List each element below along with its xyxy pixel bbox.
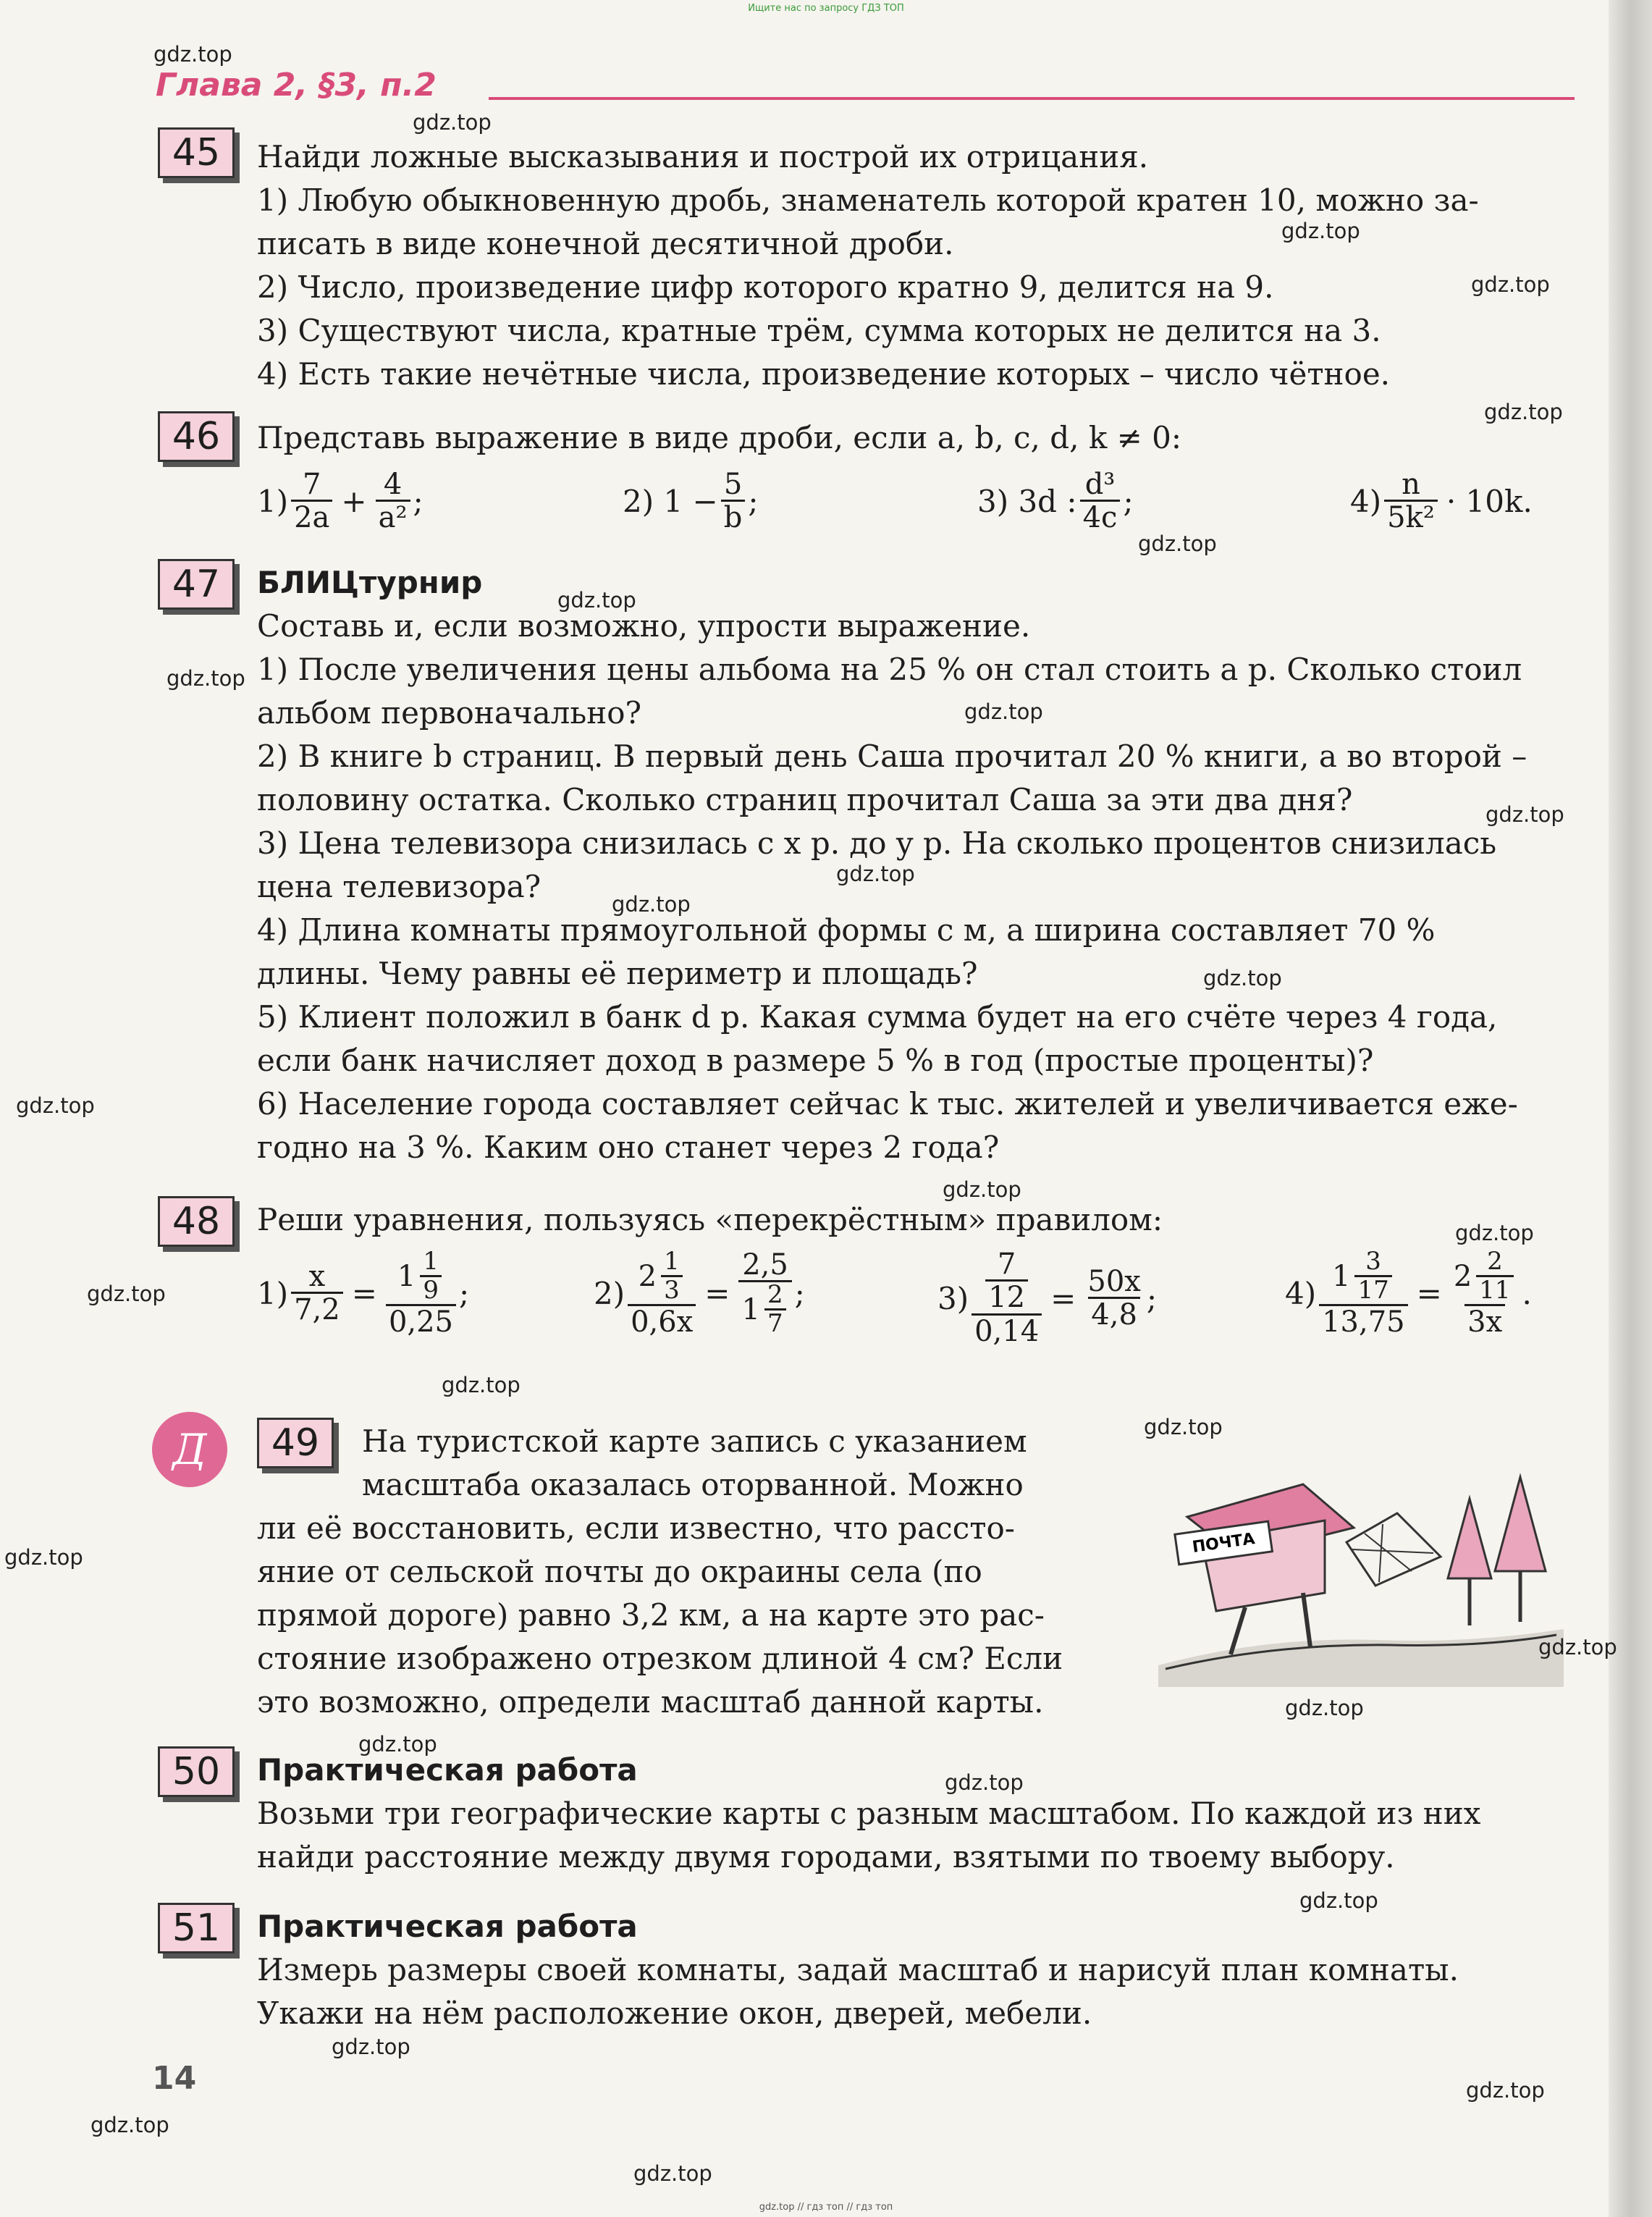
label: 4): [1285, 1276, 1317, 1312]
p47-line-6: цена телевизора?: [257, 869, 541, 904]
mixed-number: [1332, 1249, 1395, 1304]
problem-number-49: 49: [257, 1418, 334, 1468]
problem-number-51: 51: [158, 1903, 235, 1953]
p47-title: БЛИЦтурнир: [257, 565, 483, 600]
denominator: 2a: [291, 500, 332, 534]
denominator: 4c: [1080, 500, 1121, 534]
equals: =: [351, 1276, 377, 1312]
separator: ;: [794, 1276, 805, 1312]
numerator: 3: [1365, 1247, 1381, 1276]
operator: +: [341, 484, 367, 519]
watermark: gdz.top: [167, 666, 245, 691]
numerator: 5: [723, 468, 743, 501]
watermark: gdz.top: [87, 1282, 166, 1306]
p46-i4-label: 4): [1350, 484, 1382, 519]
separator: .: [1522, 1276, 1532, 1312]
mixed-number: [1454, 1249, 1517, 1304]
numerator: [1451, 1249, 1520, 1304]
problem-number-50: 50: [158, 1746, 235, 1797]
book-spine: [1609, 0, 1652, 2217]
watermark: gdz.top: [964, 699, 1043, 724]
p45-line-4: 3) Существуют числа, кратные трём, сумма которых не делится на 3.: [257, 313, 1381, 348]
numerator: 7: [997, 1248, 1016, 1281]
whole-part: 1: [1332, 1260, 1351, 1294]
numerator: x: [308, 1260, 326, 1294]
problem-number-45: 45: [158, 127, 235, 178]
watermark: gdz.top: [1538, 1635, 1617, 1659]
p46-i3-label: 3) 3d :: [977, 484, 1077, 519]
mixed-number: [741, 1282, 788, 1337]
denominator: 13,75: [1319, 1304, 1408, 1338]
numerator: 1: [423, 1247, 439, 1276]
top-note: Ищите нас по запросу ГДЗ ТОП: [748, 3, 904, 14]
fraction: [1319, 1249, 1408, 1338]
house-leg: [1303, 1593, 1310, 1647]
watermark: gdz.top: [153, 42, 232, 67]
p46-expression-3: [977, 469, 1134, 534]
denominator: 0,14: [972, 1313, 1042, 1347]
p49-line-5: стояние изображено отрезком длиной 4 см? Если: [257, 1641, 1063, 1676]
p46-i1-label: 1): [257, 484, 289, 519]
p46-expression-2: [623, 469, 759, 534]
denominator: 4,8: [1088, 1297, 1140, 1331]
numerator: d³: [1084, 468, 1116, 501]
denominator: [738, 1280, 791, 1337]
fraction: [972, 1249, 1042, 1347]
watermark: gdz.top: [1281, 219, 1360, 243]
p45-line-0: Найди ложные высказывания и построй их отрицания.: [257, 139, 1149, 174]
p51-title: Практическая работа: [257, 1909, 638, 1944]
p48-intro: Реши уравнения, пользуясь «перекрёстным» правилом:: [257, 1202, 1163, 1237]
p50-line-0: Возьми три географические карты с разным масштабом. По каждой из них: [257, 1796, 1481, 1831]
problem-number-48: 48: [158, 1196, 235, 1247]
mixed-number: [397, 1249, 444, 1304]
watermark: gdz.top: [836, 862, 915, 886]
denominator: 17: [1354, 1275, 1391, 1304]
fraction: [1451, 1249, 1520, 1338]
numerator: 2: [767, 1280, 783, 1309]
p47-line-8: длины. Чему равны её периметр и площадь?: [257, 956, 978, 991]
p50-line-1: найди расстояние между двумя городами, взятыми по твоему выбору.: [257, 1839, 1395, 1875]
watermark: gdz.top: [4, 1545, 83, 1570]
p47-line-7: 4) Длина комнаты прямоугольной формы c м, а ширина составляет 70 %: [257, 912, 1436, 948]
p49-line-3: яние от сельской почты до окраины села (по: [257, 1554, 982, 1589]
watermark: gdz.top: [1484, 400, 1563, 424]
numerator: 50x: [1087, 1264, 1141, 1298]
fraction: [628, 1249, 696, 1338]
page-number: 14: [152, 2060, 197, 2097]
fraction: [985, 1249, 1028, 1313]
fraction: [1476, 1249, 1513, 1304]
fraction: [1354, 1249, 1391, 1304]
watermark: gdz.top: [1299, 1888, 1378, 1913]
p45-line-1: 1) Любую обыкновенную дробь, знаменатель которой кратен 10, можно за-: [257, 182, 1479, 218]
p49-line-1: масштаба оказалась оторванной. Можно: [362, 1467, 1024, 1502]
numerator: [395, 1249, 447, 1304]
separator: ;: [748, 484, 759, 519]
denominator: b: [721, 500, 746, 534]
whole-part: 1: [397, 1260, 416, 1294]
fraction: [376, 469, 410, 534]
numerator: [979, 1249, 1034, 1313]
fraction: [1084, 1266, 1143, 1331]
problem-number-47: 47: [158, 559, 235, 610]
fraction: [420, 1249, 442, 1304]
p47-line-4: половину остатка. Сколько страниц прочитал Саша за эти два дня?: [257, 782, 1353, 817]
numerator: [636, 1249, 688, 1304]
p51-line-1: Укажи на нём расположение окон, дверей, мебели.: [257, 1995, 1092, 2031]
watermark: gdz.top: [633, 2161, 712, 2186]
equals: =: [704, 1276, 730, 1312]
p45-line-2: писать в виде конечной десятичной дроби.: [257, 226, 954, 261]
mixed-number: [639, 1249, 686, 1304]
numerator: 4: [383, 468, 403, 501]
p47-line-5: 3) Цена телевизора снизилась с x р. до y р. На сколько процентов снизилась: [257, 825, 1497, 861]
watermark: gdz.top: [945, 1770, 1024, 1795]
p48-equation-1: [257, 1249, 469, 1338]
denominator: 9: [420, 1275, 442, 1304]
p47-line-3: 2) В книге b страниц. В первый день Саша прочитал 20 % книги, а во второй –: [257, 739, 1527, 774]
denominator: 12: [985, 1279, 1028, 1313]
tree: [1495, 1477, 1546, 1571]
watermark: gdz.top: [442, 1373, 521, 1397]
numerator: 7: [303, 468, 321, 501]
chapter-heading: Глава 2, §3, п.2: [156, 67, 437, 104]
fraction: [764, 1282, 786, 1337]
equals: =: [1416, 1276, 1442, 1312]
numerator: n: [1402, 468, 1420, 501]
p46-i4-tail: · 10k.: [1446, 484, 1533, 519]
p48-equation-4: [1285, 1249, 1532, 1338]
p47-line-12: годно на 3 %. Каким оно станет через 2 года?: [257, 1129, 1000, 1165]
p45-line-3: 2) Число, произведение цифр которого кратно 9, делится на 9.: [257, 269, 1274, 305]
p48-equation-3: [937, 1249, 1157, 1347]
numerator: 2: [1487, 1247, 1503, 1276]
chapter-rule: [489, 97, 1575, 100]
watermark: gdz.top: [1138, 531, 1217, 556]
p46-expression-1: [257, 469, 423, 534]
watermark: gdz.top: [1144, 1415, 1223, 1439]
p48-equation-2: [594, 1249, 805, 1338]
watermark: gdz.top: [16, 1093, 95, 1118]
watermark: gdz.top: [1466, 2078, 1545, 2103]
watermark: gdz.top: [943, 1177, 1021, 1202]
denominator: 7: [764, 1308, 786, 1337]
p47-line-11: 6) Население города составляет сейчас k тыс. жителей и увеличивается еже-: [257, 1086, 1518, 1122]
denominator: a²: [376, 500, 410, 534]
fraction: [291, 1261, 343, 1326]
watermark: gdz.top: [1203, 966, 1282, 990]
numerator: 2,5: [742, 1248, 788, 1282]
separator: ;: [459, 1276, 470, 1312]
watermark: gdz.top: [557, 588, 636, 613]
denominator: 3x: [1465, 1304, 1505, 1338]
p49-line-0: На туристской карте запись с указанием: [362, 1423, 1027, 1459]
separator: ;: [413, 484, 423, 519]
watermark: gdz.top: [1485, 802, 1564, 827]
denominator: 11: [1476, 1275, 1513, 1304]
label: 1): [257, 1276, 289, 1312]
numerator: 1: [664, 1247, 680, 1276]
fraction: [386, 1249, 456, 1338]
watermark: gdz.top: [332, 2035, 410, 2059]
problem-number-46: 46: [158, 411, 235, 462]
fraction: [738, 1250, 791, 1337]
denominator: 0,25: [386, 1304, 456, 1338]
fraction: [1080, 469, 1121, 534]
house-leg: [1231, 1607, 1245, 1654]
p51-line-0: Измерь размеры своей комнаты, задай масштаб и нарисуй план комнаты.: [257, 1952, 1459, 1987]
numerator: [1329, 1249, 1398, 1304]
separator: ;: [1146, 1280, 1157, 1316]
p47-line-9: 5) Клиент положил в банк d р. Какая сумма будет на его счёте через 4 года,: [257, 999, 1498, 1035]
tree: [1448, 1499, 1491, 1578]
denominator: 7,2: [291, 1292, 343, 1326]
separator: ;: [1123, 484, 1134, 519]
p46-expression-4: [1350, 469, 1533, 534]
denominator: 3: [661, 1275, 683, 1304]
p47-line-10: если банк начисляет доход в размере 5 % в год (простые проценты)?: [257, 1043, 1374, 1078]
post-office-illustration: [1158, 1448, 1564, 1687]
p49-line-2: ли её восстановить, если известно, что рассто-: [257, 1510, 1015, 1546]
p49-line-4: прямой дороге) равно 3,2 км, а на карте это рас-: [257, 1597, 1045, 1633]
whole-part: 2: [638, 1260, 657, 1294]
fraction: [721, 469, 746, 534]
watermark: gdz.top: [358, 1732, 437, 1757]
p46-i2-label: 2) 1 −: [623, 484, 718, 519]
d-badge-icon: Д: [152, 1412, 227, 1487]
p47-line-1: 1) После увеличения цены альбома на 25 % он стал стоить a р. Сколько стоил: [257, 652, 1522, 687]
p47-line-0: Составь и, если возможно, упрости выражение.: [257, 608, 1031, 644]
p45-line-5: 4) Есть такие нечётные числа, произведение которых – число чётное.: [257, 356, 1391, 392]
bottom-note: gdz.top // гдз топ // гдз топ: [759, 2202, 893, 2213]
denominator: 0,6x: [628, 1304, 696, 1338]
whole-part: 1: [741, 1293, 760, 1327]
watermark: gdz.top: [1285, 1696, 1364, 1720]
p47-line-2: альбом первоначально?: [257, 695, 642, 731]
label: 3): [937, 1280, 969, 1316]
fraction: [661, 1249, 683, 1304]
fraction: [291, 469, 332, 534]
watermark: gdz.top: [1455, 1221, 1534, 1245]
watermark: gdz.top: [1471, 272, 1550, 297]
denominator: 5k²: [1384, 500, 1438, 534]
equals: =: [1050, 1280, 1076, 1316]
post-sign-label: ПОЧТА: [1191, 1530, 1256, 1557]
p46-intro: Представь выражение в виде дроби, если a, b, c, d, k ≠ 0:: [257, 420, 1182, 455]
whole-part: 2: [1453, 1260, 1472, 1294]
label: 2): [594, 1276, 625, 1312]
fraction: [1384, 469, 1438, 534]
watermark: gdz.top: [413, 110, 492, 135]
watermark: gdz.top: [90, 2113, 169, 2137]
p49-line-6: это возможно, определи масштаб данной карты.: [257, 1684, 1044, 1720]
watermark: gdz.top: [612, 892, 691, 917]
p50-title: Практическая работа: [257, 1752, 638, 1788]
